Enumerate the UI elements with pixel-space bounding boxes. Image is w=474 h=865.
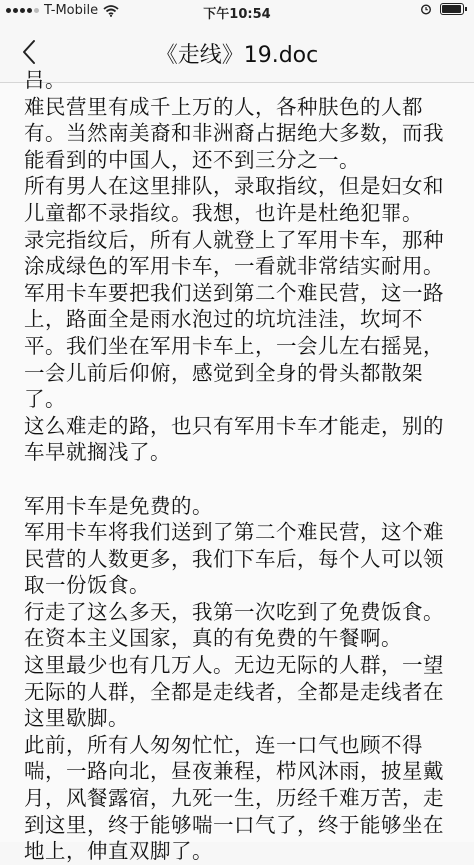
document-paragraph: 军用卡车将我们送到了第二个难民营，这个难民营的人数更多，我们下车后，每个人可以领取一份饭食。 [24, 520, 444, 598]
document-paragraph: 行走了这么多天，我第一次吃到了免费饭食。在资本主义国家，真的有免费的午餐啊。 [24, 599, 444, 651]
document-paragraph: 此前，所有人匆匆忙忙，连一口气也顾不得喘，一路向北，昼夜兼程，栉风沐雨，披星戴月，风餐露宿，九死一生，历经千难万苦，走到这里，终于能够喘一口气了，终于能够坐在地上，伸直双脚了。 [24, 732, 444, 864]
document-paragraph: 军用卡车是免费的。 [24, 493, 213, 518]
document-paragraph: 这里最少也有几万人。无边无际的人群，一望无际的人群，全都是走线者，全都是走线者在这里歇脚。 [24, 653, 444, 731]
document-paragraph: 录完指纹后，所有人就登上了军用卡车，那种涂成绿色的军用卡车，一看就非常结实耐用。 [24, 227, 444, 279]
document-viewer[interactable] [0, 68, 474, 864]
battery-level-fill [442, 5, 461, 13]
document-paragraph: 军用卡车要把我们送到第二个难民营，这一路上，路面全是雨水泡过的坑坑洼洼，坎坷不平。我们坐在军用卡车上，一会儿左右摇晃，一会儿前后仰俯，感觉到全身的骨头都散架了。 [24, 280, 444, 412]
document-paragraph: 难民营里有成千上万的人，各种肤色的人都有。当然南美裔和非洲裔占据绝大多数，而我能看到的中国人，还不到三分之一。 [24, 94, 444, 172]
alarm-clock-icon [420, 3, 432, 15]
document-paragraph: 吕。 [24, 68, 66, 92]
document-title: 《走线》19.doc [155, 43, 319, 68]
carrier-name: T-Mobile [44, 3, 99, 18]
clock-time: 下午10:54 [203, 7, 271, 22]
status-bar [0, 0, 474, 22]
battery-icon [440, 3, 464, 15]
status-right [420, 3, 464, 15]
document-paragraph: 这么难走的路，也只有军用卡车才能走，别的车早就搁浅了。 [24, 413, 444, 465]
document-body [0, 67, 474, 865]
document-paragraph: 所有男人在这里排队，录取指纹，但是妇女和儿童都不录指纹。我想，也许是杜绝犯罪。 [24, 174, 444, 225]
document-paragraph [24, 466, 450, 493]
